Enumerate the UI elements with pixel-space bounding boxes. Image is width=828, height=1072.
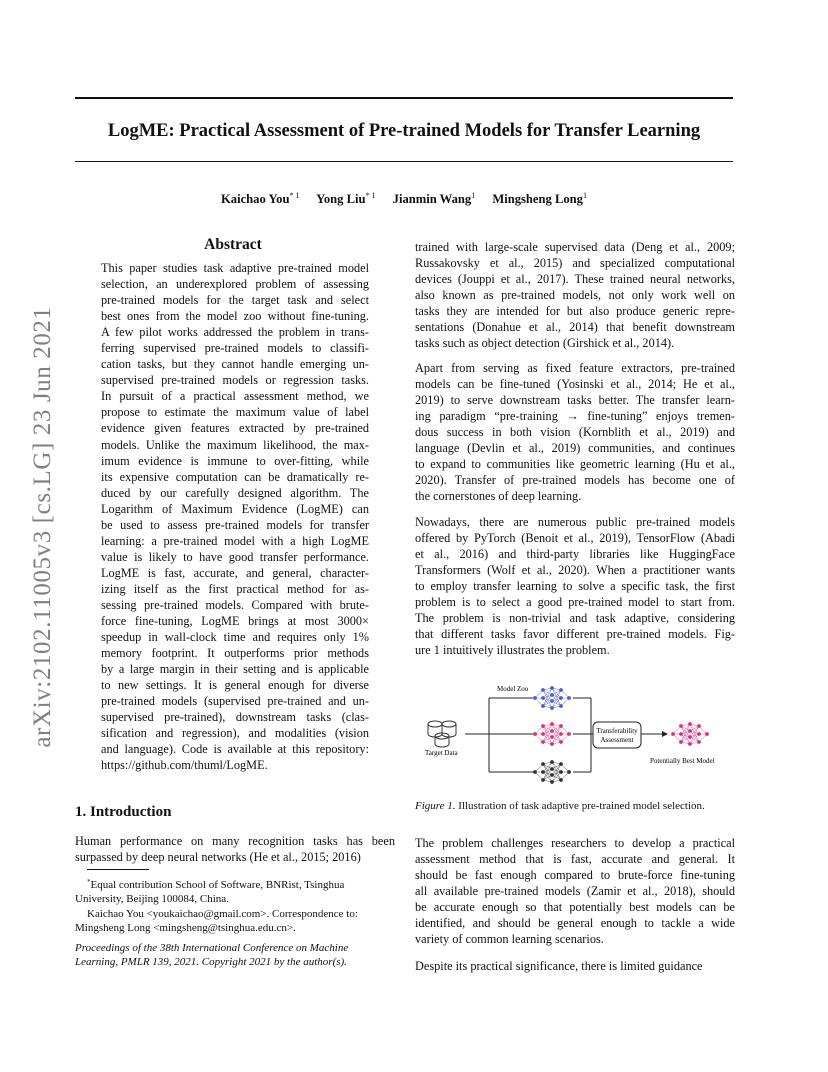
text-line: identified, and should be general enough to tackle a wide: [415, 916, 735, 931]
text-line: offered by PyTorch (Benoit et al., 2019), TensorFlow (Abadi: [415, 531, 735, 546]
introduction-paragraph: [75, 833, 395, 865]
right-paragraph-3: [415, 514, 735, 658]
footnote-contrib: *Equal contribution School of Software, BNRist, Tsinghua University, Beijing 100084, China. Kaichao You <youkaichao@gmail.com>. Correspondence to: Mingsheng Long <mingsheng@tsinghua.edu.cn>.: [75, 878, 358, 935]
text-line: be used to assess pre-trained models for transfer: [101, 517, 369, 532]
text-line: devices (Jouppi et al., 2017). These trained neural networks,: [415, 272, 735, 287]
text-line: izing itself as the first practical method for as-: [101, 581, 369, 596]
right-paragraph-4: [415, 835, 735, 947]
network-pink-icon: [533, 722, 571, 746]
text-line: et al., 2016) and third-party libraries like HuggingFace: [415, 547, 735, 562]
text-line: the cornerstones of deep learning.: [415, 489, 582, 504]
right-paragraph-5: Despite its practical significance, there is limited guidance: [415, 959, 703, 973]
text-line: Logarithm of Maximum Evidence (LogME) can: [101, 501, 369, 516]
section-heading-introduction: 1. Introduction: [75, 804, 172, 820]
text-line: dous success in both vision (Kornblith et al., 2019) and: [415, 425, 735, 440]
text-line: Human performance on many recognition tasks has been: [75, 834, 395, 848]
text-line: This paper studies task adaptive pre-trained model: [101, 261, 369, 275]
text-line: pre-trained models for the target task and select: [101, 293, 369, 308]
text-line: In pursuit of a practical assessment method, we: [101, 389, 369, 404]
database-icon: [428, 721, 456, 747]
author-name: Yong Liu: [316, 192, 366, 206]
text-line: sessing pre-trained models. Compared with brute-: [101, 597, 369, 612]
text-line: speedup in wall-clock time and requires only 1%: [101, 630, 369, 645]
text-line: all available pre-trained models (Zamir et al., 2018), should: [415, 884, 735, 899]
text-line: learning: a pre-trained model with a high LogME: [101, 533, 369, 548]
text-line: duced by our carefully designed algorithm. The: [101, 485, 369, 500]
text-line: models. Unlike the maximum likelihood, the max-: [101, 437, 369, 452]
author-name: Mingsheng Long: [492, 192, 583, 206]
text-line: models can be fine-tuned (Yosinski et al., 2014; He et al.,: [415, 377, 735, 392]
network-blue-icon: [533, 686, 571, 710]
text-line: assessment method that is fast, accurate and general. It: [415, 852, 735, 867]
text-line: Russakovsky et al., 2015) and specialized computational: [415, 256, 735, 271]
best-model-label: Potentially Best Model: [650, 757, 715, 765]
text-line: Transformers (Wolf et al., 2020). When a practitioner wants: [415, 563, 735, 578]
text-line: sification and regression), and modalities (vision: [101, 726, 369, 741]
text-line: evidence given features extracted by pre-trained: [101, 421, 369, 436]
abstract-body: [101, 260, 369, 774]
author-name: Kaichao You: [221, 192, 290, 206]
text-line: 2020). Transfer of pre-trained models has become one of: [415, 473, 735, 488]
text-line: LogME is fast, accurate, and general, character-: [101, 565, 369, 580]
text-line: language (Devlin et al., 2019) communities, and continues: [415, 441, 735, 456]
text-line: also known as pre-trained models, not only work well on: [415, 288, 735, 303]
text-line: supervised pre-trained models or regression tasks.: [101, 373, 369, 388]
text-line: ure 1 intuitively illustrates the problem.: [415, 643, 610, 658]
author-list: Kaichao You$^{* 1}$ Yong Liu$^{* 1}$ Jianmin Wang$^1$ Mingsheng Long$^1$: [221, 191, 587, 206]
svg-text:Assessment: Assessment: [600, 736, 634, 744]
text-line: supervised pre-trained), downstream tasks (clas-: [101, 710, 369, 725]
text-line: its expensive computation can be dramatically re-: [101, 469, 369, 484]
text-line: cation tasks, but they cannot handle emerging un-: [101, 357, 369, 372]
text-line: surpassed by deep neural networks (He et al., 2015; 2016): [75, 850, 361, 865]
right-paragraph-2: [415, 360, 735, 504]
text-line: The problem is non-trivial and task adaptive, considering: [415, 611, 735, 626]
text-line: sentations (Donahue et al., 2014) that benefit downstream: [415, 320, 735, 335]
text-line: problem is to select a good pre-trained model to start from.: [415, 595, 735, 610]
text-line: imum evidence is immune to over-fitting, while: [101, 453, 369, 468]
text-line: The problem challenges researchers to develop a practical: [415, 836, 735, 850]
text-line: and language). Code is available at this repository:: [101, 742, 369, 757]
text-line: value is likely to have good transfer performance.: [101, 549, 369, 564]
text-line: by a large margin in their setting and is applicable: [101, 662, 369, 677]
text-line: 2019) to serve downstream tasks better. The transfer learn-: [415, 393, 735, 408]
text-line: to employ transfer learning to solve a specific task, the first: [415, 579, 735, 594]
text-line: that different tasks favor different pre-trained models. Fig-: [415, 627, 735, 642]
footnote-proceedings: Proceedings of the 38th International Conference on Machine Learning, PMLR 139, 2021. Copyright 2021 by the author(s).: [75, 942, 349, 969]
text-line: pre-trained models (supervised pre-trained and un-: [101, 694, 369, 709]
best-network-icon: [671, 722, 709, 746]
text-line: memory footprint. It outperforms prior methods: [101, 646, 369, 661]
model-zoo-label: Model Zoo: [497, 685, 529, 693]
text-line: https://github.com/thuml/LogME.: [101, 758, 268, 773]
text-line: force fine-tuning, LogME brings at most 3000×: [101, 614, 369, 629]
text-line: tasks such as object detection (Girshick et al., 2014).: [415, 336, 675, 351]
right-paragraph-1: [415, 239, 735, 351]
footnote-rule: [87, 869, 149, 870]
text-line: Nowadays, there are numerous public pre-trained models: [415, 515, 735, 529]
figure-model-selection: [415, 676, 735, 786]
text-line: ferring supervised pre-trained models to classifi-: [101, 341, 369, 356]
text-line: to expand to communities like geometric learning (Hu et al.,: [415, 457, 735, 472]
paper-title: LogME: Practical Assessment of Pre-trained Models for Transfer Learning: [107, 121, 701, 141]
text-line: propose to estimate the maximum value of label: [101, 405, 369, 420]
text-line: to new settings. It is general enough for diverse: [101, 678, 369, 693]
text-line: be accurate enough so that potentially best models can be: [415, 900, 735, 915]
text-line: best ones from the model zoo without fine-tuning.: [101, 309, 369, 324]
text-line: trained with large-scale supervised data (Deng et al., 2009;: [415, 240, 735, 254]
arxiv-stamp: arXiv:2102.11005v3 [cs.LG] 23 Jun 2021: [29, 306, 56, 748]
svg-text:Transferability: Transferability: [596, 727, 638, 735]
author-name: Jianmin Wang: [392, 192, 472, 206]
target-data-label: Target Data: [425, 749, 458, 757]
text-line: variety of common learning scenarios.: [415, 932, 604, 947]
text-line: selection, an underexplored problem of assessing: [101, 277, 369, 292]
title-bottom-rule: [75, 161, 733, 162]
figure-diagram: [415, 676, 735, 786]
text-line: ing paradigm “pre-training → fine-tuning” enjoys tremen-: [415, 409, 735, 424]
abstract-heading: Abstract: [204, 236, 262, 253]
text-line: should be fast enough compared to brute-force fine-tuning: [415, 868, 735, 883]
assessment-box: [593, 722, 641, 748]
text-line: A few pilot works addressed the problem in trans-: [101, 325, 369, 340]
top-rule: [75, 97, 733, 99]
text-line: tasks they are intended for but also produce generic repre-: [415, 304, 735, 319]
figure-caption: Figure 1. Illustration of task adaptive pre-trained model selection.: [415, 800, 705, 812]
text-line: Apart from serving as fixed feature extractors, pre-trained: [415, 361, 735, 375]
network-black-icon: [533, 760, 571, 784]
